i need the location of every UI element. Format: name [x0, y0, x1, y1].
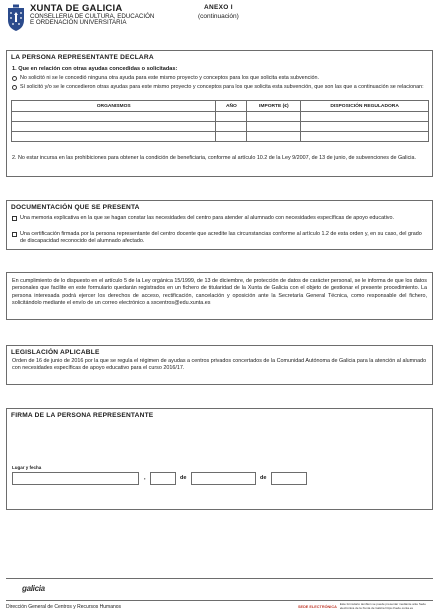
other-aids-table	[11, 100, 429, 142]
cell-input[interactable]	[216, 112, 247, 122]
cell-input[interactable]	[216, 132, 247, 142]
cell-input[interactable]	[247, 132, 301, 142]
doc-item-certification-label: Una certificación firmada por la persona representante del centro docente que acredite las circunstancias conforme al artículo 1.2 de esta orden y, en su caso, del grado de discapacidad reconocido del alumnado afectado.	[20, 231, 422, 245]
directorate-general: Dirección General de Centros y Recursos Humanos	[6, 604, 122, 610]
radio-other-aid[interactable]	[12, 85, 17, 90]
cell-input[interactable]	[247, 112, 301, 122]
col-header-importe: IMPORTE (€)	[247, 101, 301, 112]
table-row	[12, 132, 429, 142]
cell-input[interactable]	[301, 112, 429, 122]
table-header-row	[12, 101, 429, 112]
doc-item-memory[interactable]	[12, 215, 428, 222]
footer-divider-bottom	[6, 600, 433, 601]
option-other-aid[interactable]	[12, 84, 428, 91]
legislation-text: Orden de 16 de junio de 2016 por la que se regula el régimen de ayudas a centros privados concertados de la Comunidad Autónoma de Galicia para la atención al alumnado con necesidades específicas de apoyo educativo para el curso 2016/17.	[12, 358, 427, 372]
cell-input[interactable]	[216, 122, 247, 132]
cell-input[interactable]	[247, 122, 301, 132]
declaration-2: 2. No estar incursa en las prohibiciones para obtener la condición de beneficiaria, conforme al artículo 10.2 de la Ley 9/2007, de 13 de junio, de subvenciones de Galicia.	[12, 155, 416, 161]
legislation-title: LEGISLACIÓN APLICABLE	[11, 349, 100, 356]
cell-input[interactable]	[12, 132, 216, 142]
conselleria-line-1: CONSELLERIA DE CULTURA, EDUCACIÓN	[30, 12, 155, 20]
sede-text: Este formulario también se puede presentar mediante ante Sede electrónica de la Xunta de Galicia https://sede.xunta.es	[339, 602, 426, 610]
col-header-ano: AÑO	[216, 101, 247, 112]
checkbox-memory[interactable]	[12, 216, 17, 221]
annex-header	[198, 4, 239, 22]
doc-item-memory-label: Una memoria explicativa en la que se hagan constar las necesidades del centro para atender al alumnado con necesidades específicas de apoyo educativo.	[20, 215, 394, 221]
option-no-other-aid-label: No solicitó ni se le concedió ninguna otra ayuda para este mismo proyecto y conceptos para los que solicita esta subvención.	[20, 75, 320, 81]
declaration-title: LA PERSONA REPRESENTANTE DECLARA	[11, 54, 154, 61]
table-row	[12, 112, 429, 122]
radio-no-other-aid[interactable]	[12, 76, 17, 81]
sede-badge: SEDE ELECTRÓNICA	[298, 604, 337, 609]
col-header-disposicion: DISPOSICIÓN REGULADORA	[301, 101, 429, 112]
de-separator-2: de	[260, 475, 267, 481]
place-input[interactable]	[12, 472, 139, 485]
checkbox-certification[interactable]	[12, 232, 17, 237]
cell-input[interactable]	[301, 132, 429, 142]
de-separator-1: de	[180, 475, 187, 481]
documentation-title: DOCUMENTACIÓN QUE SE PRESENTA	[11, 204, 140, 211]
data-protection-section	[6, 272, 433, 320]
signature-title: FIRMA DE LA PERSONA REPRESENTANTE	[11, 412, 154, 419]
question-1: 1. Que en relación con otras ayudas concedidas o solicitadas:	[12, 66, 178, 72]
conselleria-line-2: E ORDENACIÓN UNIVERSITARIA	[30, 19, 127, 27]
cell-input[interactable]	[12, 122, 216, 132]
sede-electronica	[298, 603, 438, 610]
documentation-section	[6, 200, 433, 250]
xunta-coat-of-arms-icon	[6, 4, 26, 32]
comma-separator: ,	[144, 475, 146, 481]
table-row	[12, 122, 429, 132]
col-header-organismos: ORGANISMOS	[12, 101, 216, 112]
signature-section	[6, 408, 433, 510]
footer-divider-top	[6, 578, 433, 579]
legislation-section	[6, 345, 433, 385]
cell-input[interactable]	[12, 112, 216, 122]
day-input[interactable]	[150, 472, 176, 485]
cell-input[interactable]	[301, 122, 429, 132]
annex-title: ANEXO I	[204, 4, 233, 11]
galicia-logo: galicia	[22, 584, 45, 593]
month-input[interactable]	[191, 472, 256, 485]
doc-item-certification[interactable]	[12, 231, 428, 246]
year-input[interactable]	[271, 472, 307, 485]
option-no-other-aid[interactable]	[12, 75, 428, 82]
place-date-label: Lugar y fecha	[12, 465, 42, 470]
xunta-title: XUNTA DE GALICIA	[30, 3, 123, 14]
data-protection-text: En cumplimiento de lo dispuesto en el artículo 5 de la Ley orgánica 15/1999, de 13 de diciembre, de protección de datos de carácter personal, se le informa de que los datos personales que facilite en este formulario quedarán registrados en un fichero de titularidad de la Xunta de Galicia con el objeto de gestionar el presente procedimiento. La persona interesada podrá ejercer los derechos de acceso, rectificación, cancelación y oposición ante la Secretaría General Técnica, como responsable del fichero, solicitándolo mediante el envío de un correo electrónico a sxcentros@edu.xunta.es	[12, 278, 427, 306]
annex-subtitle: (continuación)	[198, 12, 239, 20]
option-other-aid-label: Sí solicitó y/o se le concedieron otras ayudas para este mismo proyecto y conceptos para los que solicita esta subvención, que son las que a continuación se relacionan:	[20, 84, 424, 90]
declaration-section	[6, 50, 433, 177]
organization-name	[30, 4, 154, 27]
